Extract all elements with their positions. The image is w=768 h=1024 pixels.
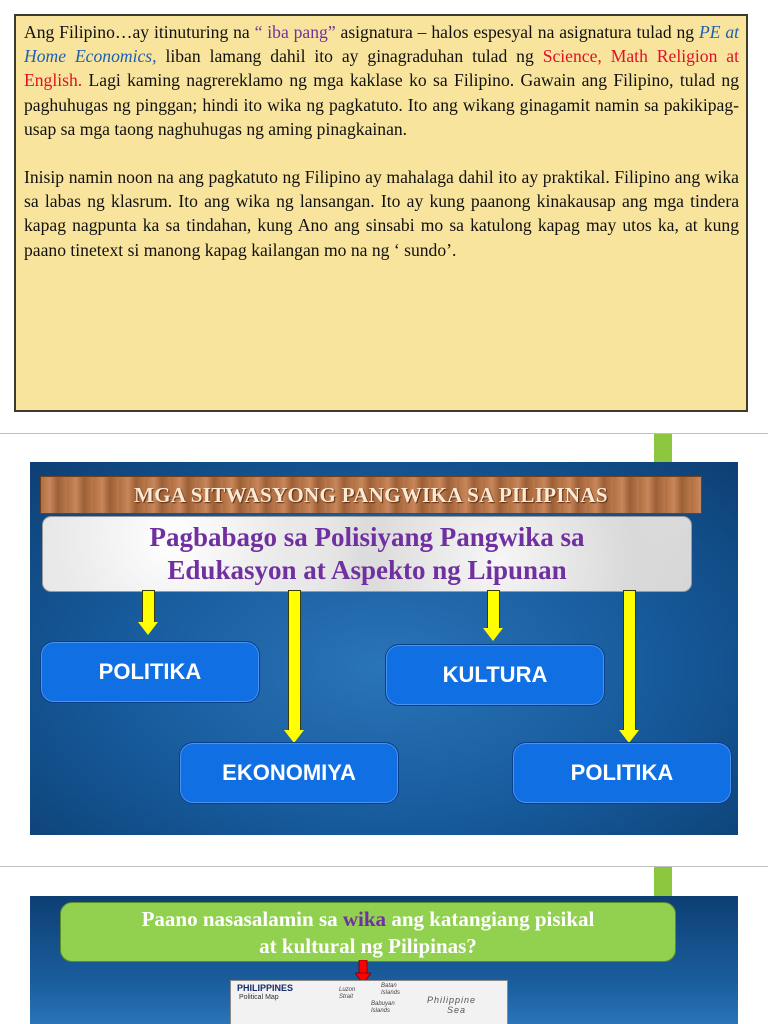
paragraph-2: Inisip namin noon na ang pagkatuto ng Filipino ay mahalaga dahil ito ay praktikal. Filipino ang wika sa labas ng klasrum. Ito ang wika ng lansangan. Ito ay kung paanong kinakausap ang mga tindera kapag nagpunta ka sa tindahan, kung Ano ang sinsabi mo sa katulong kapag may utos ka, at kung paano tinetext si manong kapag kailangan mo na ng ‘ sundo’. xyxy=(24,167,739,260)
arrow-to-kultura xyxy=(487,590,500,642)
map-sea-label: Philippine Sea xyxy=(427,995,477,1015)
paragraph-1 xyxy=(24,20,739,141)
question-wika: wika xyxy=(342,907,387,931)
banner-title: MGA SITWASYONG PANGWIKA SA PILIPINAS xyxy=(134,482,608,507)
text-slide xyxy=(14,14,748,412)
p1-iba-pang: “ iba pang” xyxy=(254,22,336,42)
question-box xyxy=(60,902,676,962)
header-line-2: Edukasyon at Aspekto ng Lipunan xyxy=(167,555,567,585)
map-label: Batan xyxy=(381,983,397,989)
question-text xyxy=(61,906,675,960)
map-subtitle: Political Map xyxy=(239,994,279,1001)
map-label: Islands xyxy=(381,990,401,996)
question-slide xyxy=(30,896,738,1024)
box-politika-2: POLITIKA xyxy=(512,742,732,804)
map-label: Luzon xyxy=(339,987,356,993)
arrow-to-politika-2 xyxy=(623,590,636,744)
header-line-1: Pagbabago sa Polisiyang Pangwika sa xyxy=(149,522,585,552)
map-label: Babuyan xyxy=(371,1001,395,1007)
map-title: PHILIPPINES xyxy=(237,983,294,993)
question-line-2: at kultural ng Pilipinas? xyxy=(259,934,477,958)
map-label: Islands xyxy=(371,1008,391,1014)
arrow-to-ekonomiya xyxy=(288,590,301,744)
p1-text-g: Lagi kaming nagrereklamo ng mga kaklase ko sa Filipino. Gawain ang Filipino, tulad ng paghuhugas ng pinggan; hindi ito wika ng pagkatuto. Ito ang wikang ginagamit namin sa pakikipag-usap sa mga taong naghuhugas ng aming pinagkainan. xyxy=(24,70,739,139)
marble-header xyxy=(42,516,692,592)
p1-pe-home-economics: PE at Home Economics, xyxy=(24,22,739,67)
box-ekonomiya: EKONOMIYA xyxy=(179,742,399,804)
wood-banner xyxy=(40,476,702,514)
box-kultura: KULTURA xyxy=(385,644,605,706)
header-title xyxy=(43,521,691,587)
map-label: Strait xyxy=(339,994,354,1000)
slide-divider-2 xyxy=(0,866,768,867)
diagram-slide xyxy=(30,462,738,835)
philippines-map xyxy=(230,980,508,1024)
p1-text-a: Ang Filipino…ay itinuturing na xyxy=(24,22,255,42)
p1-text-c: asignatura – halos espesyal na asignatura tulad ng xyxy=(335,22,699,42)
p1-subjects: Science, Math Religion at English. xyxy=(24,46,740,91)
slide-divider xyxy=(0,433,768,434)
box-politika: POLITIKA xyxy=(40,641,260,703)
question-line-1: Paano nasasalamin sa wika ang katangiang pisikal xyxy=(141,907,595,931)
arrow-to-politika xyxy=(142,590,155,636)
p1-text-e: liban lamang dahil ito ay ginagraduhan tulad ng xyxy=(156,46,543,67)
